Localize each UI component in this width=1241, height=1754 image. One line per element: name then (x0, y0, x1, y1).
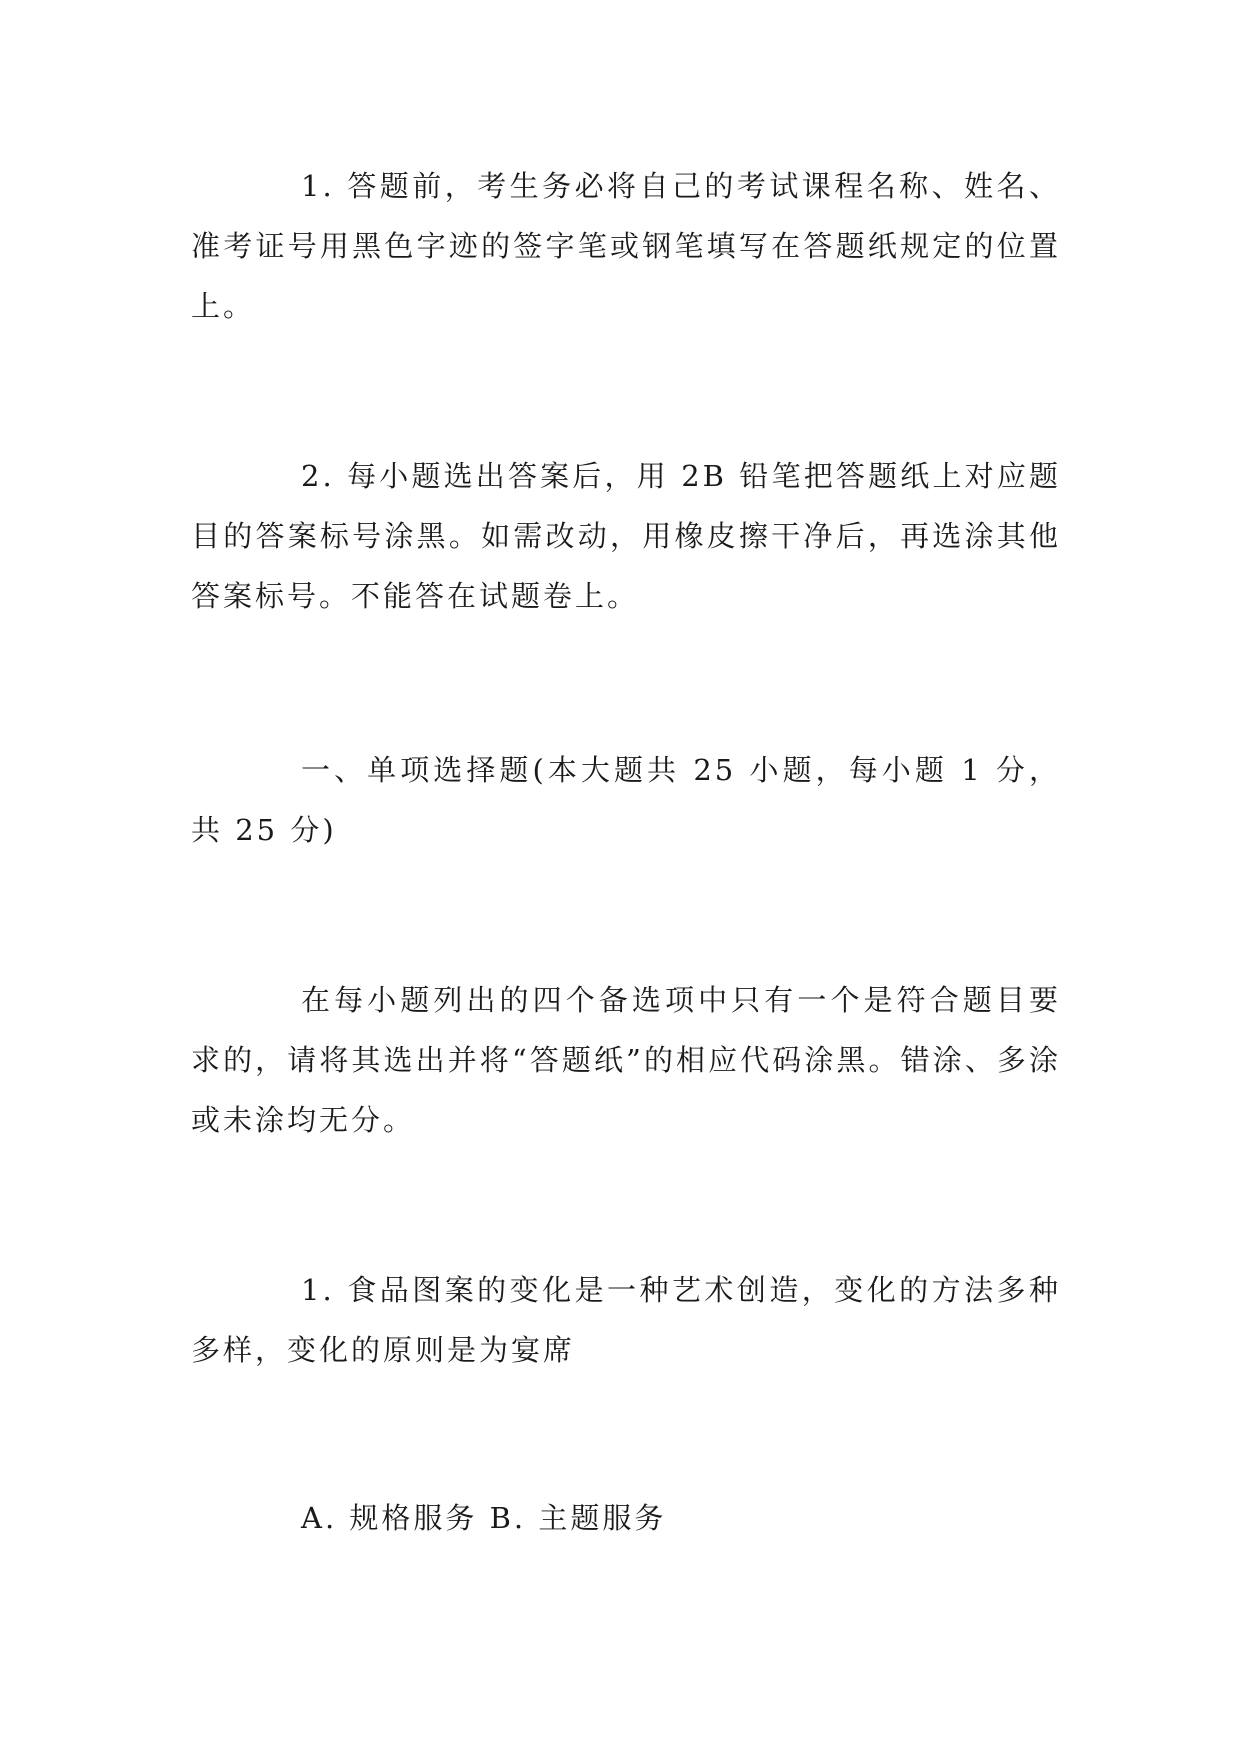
question-1: 1. 食品图案的变化是一种艺术创造，变化的方法多种多样，变化的原则是为宴席 (191, 1273, 1061, 1367)
question-1-options: A. 规格服务 B. 主题服务 (301, 1501, 667, 1535)
section-heading: 一、单项选择题(本大题共 25 小题，每小题 1 分，共 25 分) (191, 753, 1061, 847)
instruction-1: 1. 答题前，考生务必将自己的考试课程名称、姓名、准考证号用黑色字迹的签字笔或钢笔填写在答题纸规定的位置上。 (191, 169, 1061, 323)
instruction-2: 2. 每小题选出答案后，用 2B 铅笔把答题纸上对应题目的答案标号涂黑。如需改动，用橡皮擦干净后，再选涂其他答案标号。不能答在试题卷上。 (191, 459, 1061, 613)
section-instructions: 在每小题列出的四个备选项中只有一个是符合题目要求的，请将其选出并将“答题纸”的相应代码涂黑。错涂、多涂或未涂均无分。 (191, 983, 1061, 1137)
